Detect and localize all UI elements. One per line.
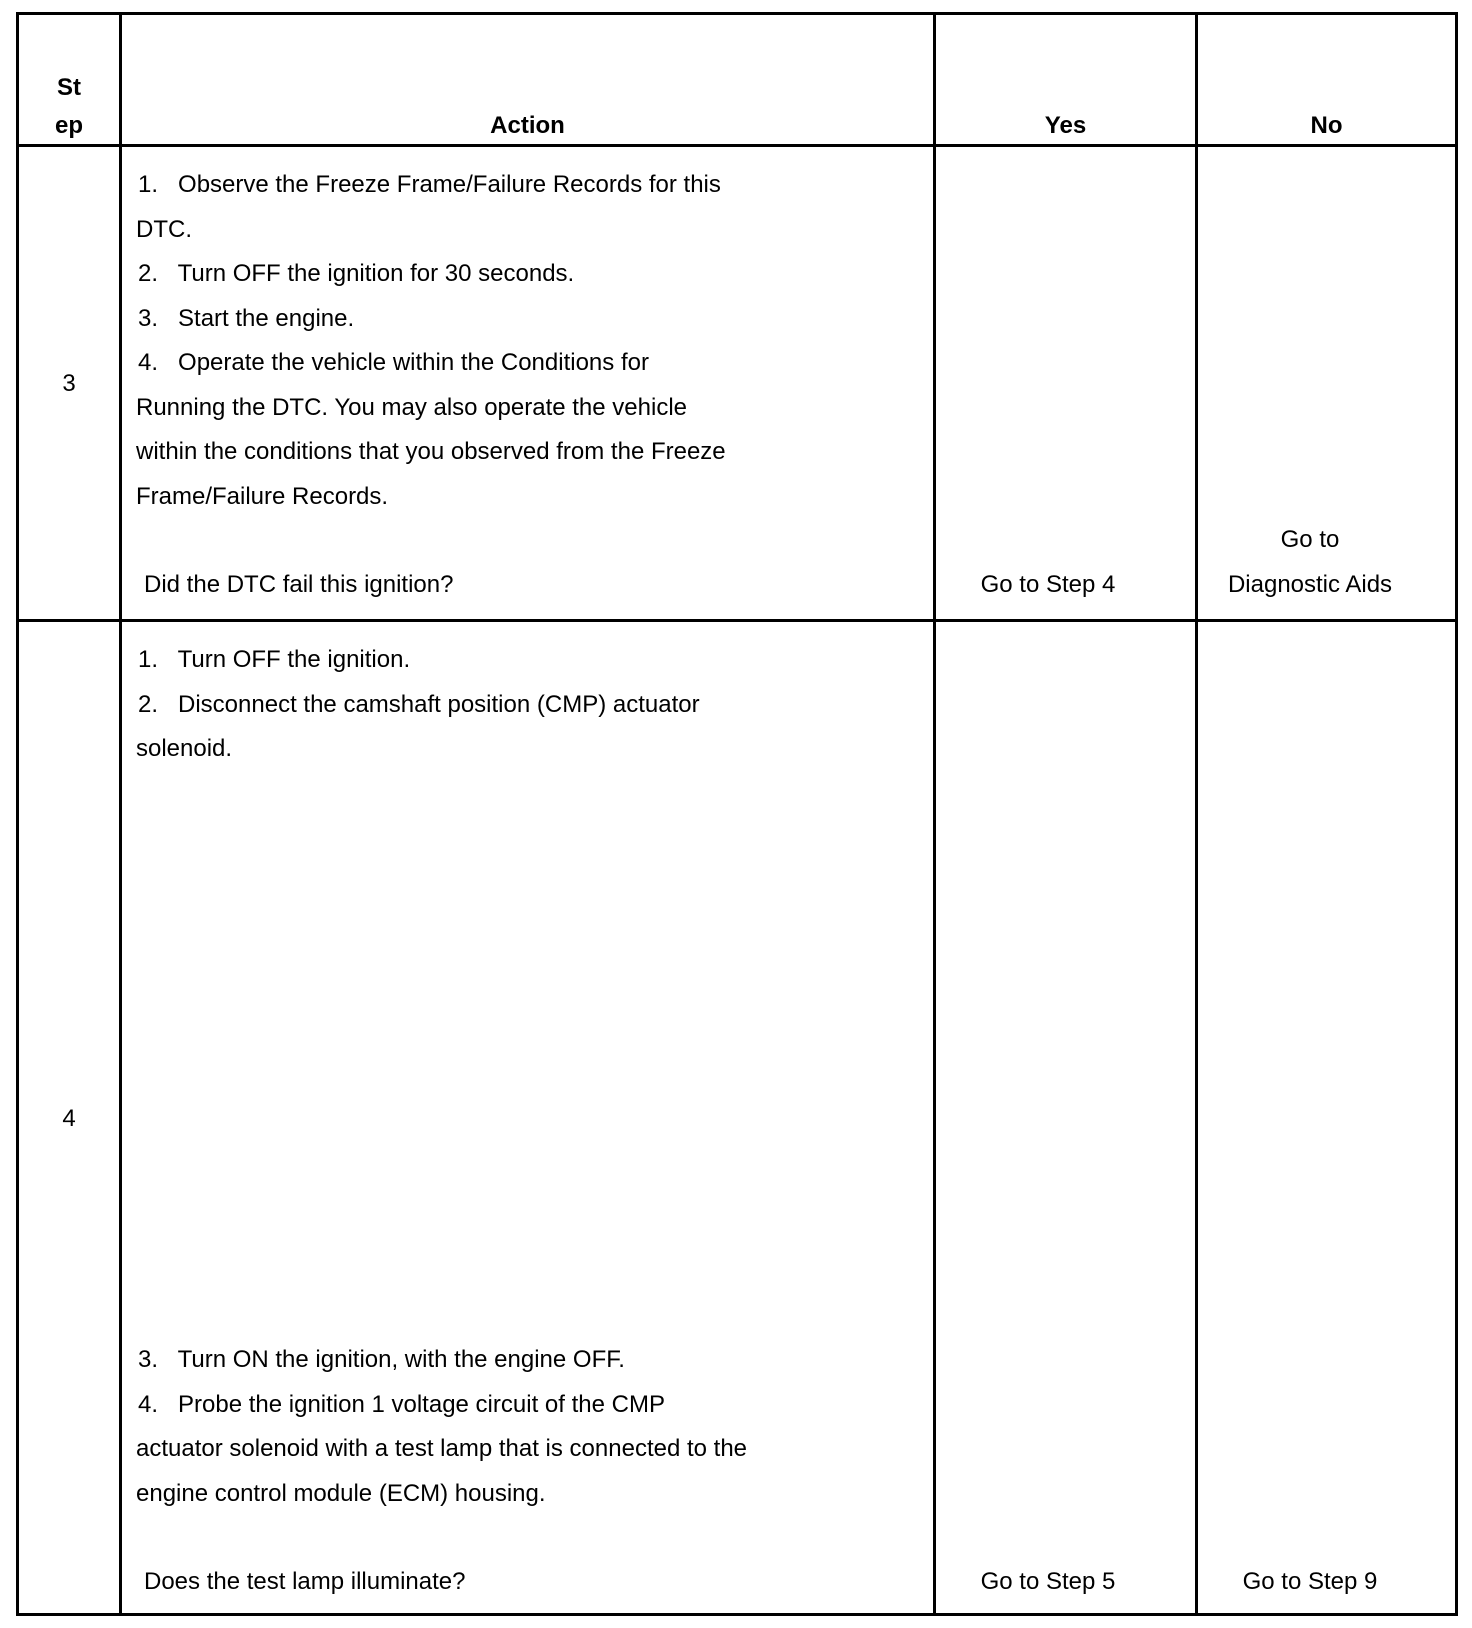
action-line: Frame/Failure Records. — [136, 483, 389, 510]
no-result-line2: Diagnostic Aids — [1227, 571, 1393, 598]
action-line: Running the DTC. You may also operate the vehicle — [136, 394, 688, 421]
no-result-line1: Go to — [1280, 526, 1340, 553]
action-line: 3. Start the engine. — [138, 305, 355, 332]
action-question: Did the DTC fail this ignition? — [144, 571, 454, 598]
yes-result: Go to Step 5 — [980, 1568, 1116, 1595]
header-no: No — [1310, 112, 1343, 139]
action-line: 2. Turn OFF the ignition for 30 seconds. — [138, 260, 575, 287]
header-yes: Yes — [1044, 112, 1087, 139]
table-border-bottom — [16, 1613, 1458, 1616]
header-action: Action — [490, 112, 565, 139]
action-line: 1. Turn OFF the ignition. — [138, 646, 411, 673]
column-divider-step — [119, 12, 122, 1616]
table-border-right — [1455, 12, 1458, 1616]
action-question: Does the test lamp illuminate? — [144, 1568, 466, 1595]
column-divider-action — [933, 12, 936, 1616]
action-line: 4. Probe the ignition 1 voltage circuit of the CMP — [138, 1391, 665, 1418]
action-line: actuator solenoid with a test lamp that is connected to the — [136, 1435, 748, 1462]
action-line: within the conditions that you observed from the Freeze — [136, 438, 726, 465]
action-line: 2. Disconnect the camshaft position (CMP) actuator — [138, 691, 700, 718]
no-result: Go to Step 9 — [1242, 1568, 1378, 1595]
table-border-left — [16, 12, 19, 1616]
step-number: 3 — [62, 370, 76, 397]
action-line: 4. Operate the vehicle within the Conditions for — [138, 349, 649, 376]
action-line: 1. Observe the Freeze Frame/Failure Records for this — [138, 171, 721, 198]
column-divider-yes — [1195, 12, 1198, 1616]
header-step-line1: St — [57, 74, 81, 101]
action-line: 3. Turn ON the ignition, with the engine OFF. — [138, 1346, 625, 1373]
action-line: engine control module (ECM) housing. — [136, 1480, 546, 1507]
row-divider — [16, 619, 1458, 622]
action-line: DTC. — [136, 216, 192, 243]
action-line: solenoid. — [136, 735, 233, 762]
yes-result: Go to Step 4 — [980, 571, 1116, 598]
step-number: 4 — [62, 1105, 76, 1132]
table-border-top — [16, 12, 1458, 15]
header-step-line2: ep — [54, 112, 83, 139]
header-divider — [16, 144, 1458, 147]
